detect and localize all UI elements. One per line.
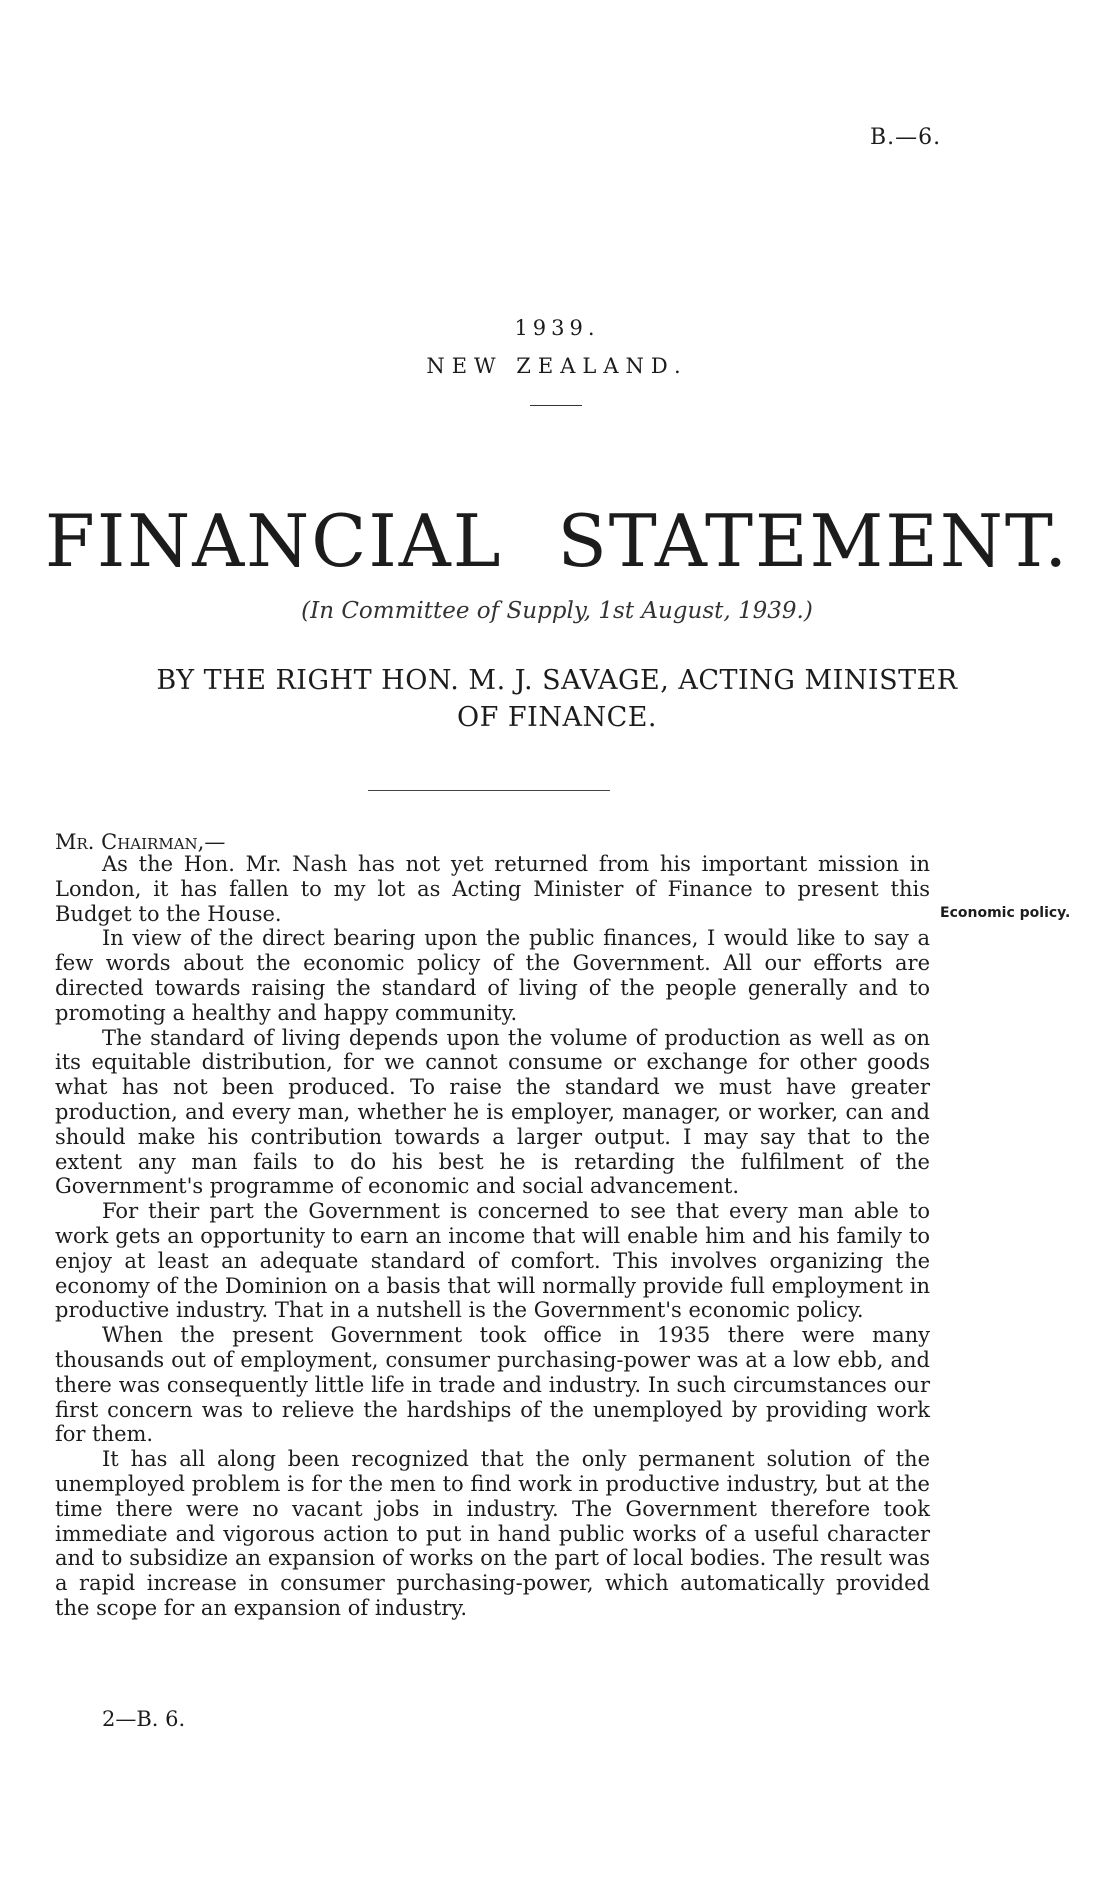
paragraph: The standard of living depends upon the volume of production as well as on its equitable distribution, for we cannot consume or exchange for other goods what has not been produced. To raise the standard we must have greater production, and every man, whether he is employer, manager, or worker, can and should make his contribution towards a larger output. I may say that to the extent any man fails to do his best he is retarding the fulfilment of the Government's programme of economic and social advancement. <box>55 1025 930 1199</box>
divider-rule-top <box>530 405 582 406</box>
paragraph: In view of the direct bearing upon the public finances, I would like to say a few words about the economic policy of the Government. All our efforts are directed towards raising the standard of living of the people generally and to promoting a healthy and happy community. <box>55 926 930 1025</box>
byline-line-2: OF FINANCE. <box>456 702 658 733</box>
paragraph: When the present Government took office in 1935 there were many thousands out of employment, consumer purchasing-power was at a low ebb, and there was consequently little life in trade and industry. In such circumstances our first concern was to relieve the hardships of the unemployed by providing work for them. <box>55 1323 930 1447</box>
year-heading: 1939. <box>514 316 600 340</box>
salutation: Mr. Chairman,— <box>55 830 226 854</box>
document-title: FINANCIAL STATEMENT. <box>44 499 1070 583</box>
footer-signature: 2—B. 6. <box>102 1707 186 1731</box>
country-heading: NEW ZEALAND. <box>426 354 688 378</box>
paragraph: It has all along been recognized that the only permanent solution of the unemployed problem is for the men to find work in productive industry, but at the time there were no vacant jobs in industry. The Government therefore took immediate and vigorous action to put in hand public works of a useful character and to subsidize an expansion of works on the part of local bodies. The result was a rapid increase in consumer purchasing-power, which automatically provided the scope for an expansion of industry. <box>55 1447 930 1620</box>
divider-rule-middle <box>368 790 610 791</box>
page-reference: B.—6. <box>870 125 942 150</box>
margin-note: Economic policy. <box>940 905 1071 921</box>
body-text <box>55 852 930 1621</box>
byline-line-1: BY THE RIGHT HON. M. J. SAVAGE, ACTING MINISTER <box>156 665 958 696</box>
document-subtitle: (In Committee of Supply, 1st August, 1939.) <box>301 598 813 624</box>
paragraph: For their part the Government is concerned to see that every man able to work gets an opportunity to earn an income that will enable him and his family to enjoy at least an adequate standard of comfort. This involves organizing the economy of the Dominion on a basis that will normally provide full employment in productive industry. That in a nutshell is the Government's economic policy. <box>55 1199 930 1323</box>
paragraph: As the Hon. Mr. Nash has not yet returned from his important mission in London, it has fallen to my lot as Acting Minister of Finance to present this Budget to the House. <box>55 852 930 926</box>
